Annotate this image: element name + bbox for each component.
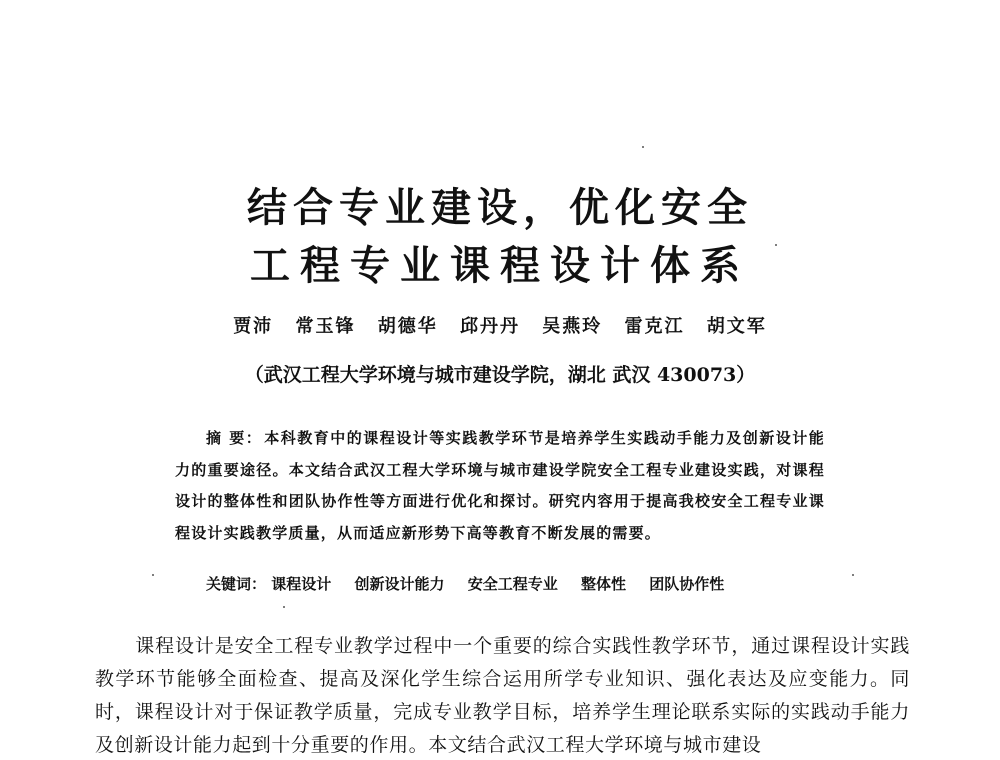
affiliation: （武汉工程大学环境与城市建设学院，湖北 武汉 430073） <box>244 364 756 386</box>
abstract <box>175 423 825 549</box>
body-paragraph-text: 课程设计是安全工程专业教学过程中一个重要的综合实践性教学环节，通过课程设计实践教学环节能够全面检查、提高及深化学生综合运用所学专业知识、强化表达及应变能力。同时，课程设计对于保证教学质量，完成专业教学目标，培养学生理论联系实际的实践动手能力及创新设计能力起到十分重要的作用。本文结合武汉工程大学环境与城市建设 <box>95 635 910 756</box>
paper-title-line-1: 结合专业建设，优化安全 <box>247 184 753 231</box>
keywords-label: 关键词： <box>206 575 267 593</box>
body-paragraph <box>95 630 910 760</box>
scan-speck <box>642 146 644 148</box>
keyword-item: 安全工程专业 <box>467 575 558 593</box>
paper-title-line-2: 工程专业课程设计体系 <box>250 242 750 289</box>
scan-speck <box>852 574 854 576</box>
scan-speck <box>152 574 154 576</box>
abstract-label: 摘 要： <box>206 429 263 447</box>
author-list: 贾沛 常玉锋 胡德华 邱丹丹 吴燕玲 雷克江 胡文军 <box>233 316 767 337</box>
scan-speck <box>283 606 285 608</box>
keyword-item: 团队协作性 <box>649 575 725 593</box>
scan-speck <box>775 244 777 246</box>
abstract-text: 本科教育中的课程设计等实践教学环节是培养学生实践动手能力及创新设计能力的重要途径。本文结合武汉工程大学环境与城市建设学院安全工程专业建设实践，对课程设计的整体性和团队协作性等方面进行优化和探讨。研究内容用于提高我校安全工程专业课程设计实践教学质量，从而适应新形势下高等教育不断发展的需要。 <box>175 429 825 542</box>
keyword-item: 创新设计能力 <box>354 575 445 593</box>
keywords <box>206 573 846 594</box>
keyword-item: 课程设计 <box>271 575 332 593</box>
keyword-item: 整体性 <box>581 575 627 593</box>
